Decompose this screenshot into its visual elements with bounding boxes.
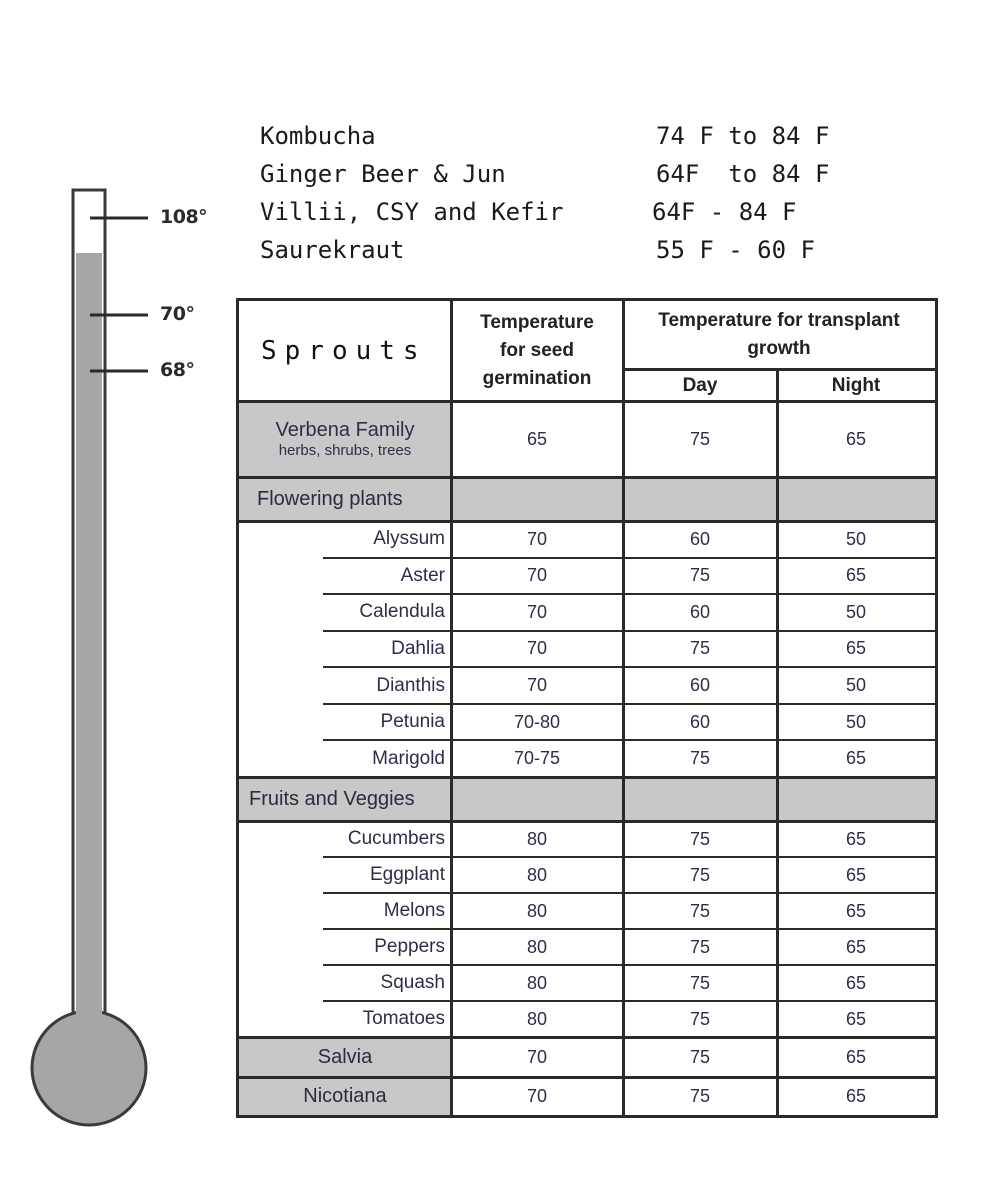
night-temp: 50 xyxy=(845,711,867,732)
plant-name: Alyssum xyxy=(373,528,445,550)
ferment-row xyxy=(260,122,900,160)
grid-line xyxy=(239,400,935,403)
seed-temp: 80 xyxy=(526,900,548,921)
flowering-plants-section: Flowering plants xyxy=(239,477,451,521)
plant-name: Calendula xyxy=(359,601,445,623)
verbena-family-cell xyxy=(239,401,451,477)
plant-name: Dahlia xyxy=(391,637,445,659)
seed-temp: 80 xyxy=(526,864,548,885)
ferment-temperature-list xyxy=(260,122,900,274)
thermometer-icon xyxy=(0,0,240,1200)
header-line: Temperature xyxy=(480,312,594,333)
plant-name: Melons xyxy=(383,900,445,921)
day-temp: 60 xyxy=(689,601,711,622)
day-temp: 60 xyxy=(689,528,711,549)
day-temp: 75 xyxy=(689,972,711,993)
ferment-name: Kombucha xyxy=(260,122,376,150)
grid-line xyxy=(239,776,935,779)
sprouts-header: Sprouts xyxy=(261,336,427,366)
night-temp: 65 xyxy=(845,828,867,849)
verbena-sub: herbs, shrubs, trees xyxy=(278,442,412,459)
tick-label-70: 70° xyxy=(160,303,195,325)
fruits-veggies-section: Fruits and Veggies xyxy=(239,777,451,821)
ferment-row xyxy=(260,236,900,274)
row-divider xyxy=(323,739,935,741)
transplant-header xyxy=(623,301,935,369)
verbena-seed: 65 xyxy=(526,428,548,449)
section-blank xyxy=(777,477,935,521)
verbena-night: 65 xyxy=(845,428,867,449)
salvia-seed: 70 xyxy=(526,1046,548,1067)
night-temp: 65 xyxy=(845,1008,867,1029)
seed-temp: 80 xyxy=(526,1008,548,1029)
row-divider xyxy=(323,593,935,595)
salvia-name: Salvia xyxy=(239,1037,451,1077)
salvia-night: 65 xyxy=(845,1046,867,1067)
seed-temp: 70 xyxy=(526,675,548,696)
night-temp: 65 xyxy=(845,972,867,993)
verbena-day: 75 xyxy=(689,428,711,449)
seed-temp: 80 xyxy=(526,828,548,849)
grid-line xyxy=(239,1036,935,1039)
day-header: Day xyxy=(682,375,718,396)
night-temp: 65 xyxy=(845,864,867,885)
header-line: Temperature for transplant xyxy=(658,310,900,331)
day-temp: 60 xyxy=(689,675,711,696)
plant-name: Aster xyxy=(400,564,445,586)
section-blank xyxy=(623,777,777,821)
row-divider xyxy=(323,703,935,705)
row-divider xyxy=(323,630,935,632)
grid-line xyxy=(239,820,935,823)
seed-temp: 70 xyxy=(526,528,548,549)
seed-temp: 70-75 xyxy=(513,748,561,769)
plant-name: Cucumbers xyxy=(347,828,445,849)
seed-germination-header xyxy=(451,301,623,401)
ferment-name: Saurekraut xyxy=(260,236,405,264)
grid-line xyxy=(623,368,935,371)
night-temp: 65 xyxy=(845,638,867,659)
sprouts-temperature-table xyxy=(236,298,938,1118)
seed-temp: 80 xyxy=(526,972,548,993)
night-temp: 65 xyxy=(845,748,867,769)
day-temp: 75 xyxy=(689,1008,711,1029)
row-divider xyxy=(323,928,935,930)
row-divider xyxy=(323,964,935,966)
ferment-name: Villii, CSY and Kefir xyxy=(260,198,564,226)
night-temp: 50 xyxy=(845,675,867,696)
thermometer-graphic xyxy=(0,0,240,1200)
day-temp: 75 xyxy=(689,748,711,769)
plant-name: Eggplant xyxy=(369,864,445,885)
night-header: Night xyxy=(831,375,881,396)
header-line: germination xyxy=(482,368,592,389)
day-temp: 60 xyxy=(689,711,711,732)
verbena-name: Verbena Family xyxy=(275,419,415,441)
ferment-name: Ginger Beer & Jun xyxy=(260,160,506,188)
header-line: growth xyxy=(747,338,811,359)
grid-line xyxy=(239,1076,935,1079)
row-divider xyxy=(323,856,935,858)
day-temp: 75 xyxy=(689,936,711,957)
ferment-range: 64F - 84 F xyxy=(652,198,797,226)
salvia-day: 75 xyxy=(689,1046,711,1067)
row-divider xyxy=(323,557,935,559)
ferment-range: 74 F to 84 F xyxy=(656,122,830,150)
plant-name: Peppers xyxy=(374,936,445,957)
section-blank xyxy=(777,777,935,821)
header-line: for seed xyxy=(500,340,574,361)
grid-line xyxy=(622,301,625,1115)
day-temp: 75 xyxy=(689,638,711,659)
night-temp: 65 xyxy=(845,565,867,586)
seed-temp: 70 xyxy=(526,565,548,586)
grid-line xyxy=(776,369,779,1115)
day-temp: 75 xyxy=(689,828,711,849)
row-divider xyxy=(323,666,935,668)
plant-name: Squash xyxy=(380,972,445,993)
day-temp: 75 xyxy=(689,864,711,885)
section-blank xyxy=(451,777,623,821)
row-divider xyxy=(323,1000,935,1002)
plant-name: Tomatoes xyxy=(362,1008,445,1029)
day-temp: 75 xyxy=(689,565,711,586)
night-temp: 65 xyxy=(845,900,867,921)
nicotiana-seed: 70 xyxy=(526,1085,548,1106)
seed-temp: 70 xyxy=(526,601,548,622)
seed-temp: 70 xyxy=(526,638,548,659)
grid-line xyxy=(239,476,935,479)
grid-line xyxy=(239,520,935,523)
nicotiana-name: Nicotiana xyxy=(239,1077,451,1115)
nicotiana-night: 65 xyxy=(845,1085,867,1106)
section-blank xyxy=(623,477,777,521)
ferment-range: 64F to 84 F xyxy=(656,160,830,188)
tick-label-108: 108° xyxy=(160,206,208,228)
plant-name: Marigold xyxy=(372,747,445,769)
day-temp: 75 xyxy=(689,900,711,921)
section-blank xyxy=(451,477,623,521)
night-temp: 50 xyxy=(845,528,867,549)
grid-line xyxy=(450,301,453,1115)
tick-label-68: 68° xyxy=(160,359,195,381)
seed-temp: 70-80 xyxy=(513,711,561,732)
ferment-row xyxy=(260,160,900,198)
ferment-range: 55 F - 60 F xyxy=(656,236,815,264)
night-temp: 65 xyxy=(845,936,867,957)
seed-temp: 80 xyxy=(526,936,548,957)
night-temp: 50 xyxy=(845,601,867,622)
plant-name: Petunia xyxy=(380,711,445,733)
row-divider xyxy=(323,892,935,894)
ferment-row xyxy=(260,198,900,236)
nicotiana-day: 75 xyxy=(689,1085,711,1106)
plant-name: Dianthis xyxy=(376,674,445,696)
